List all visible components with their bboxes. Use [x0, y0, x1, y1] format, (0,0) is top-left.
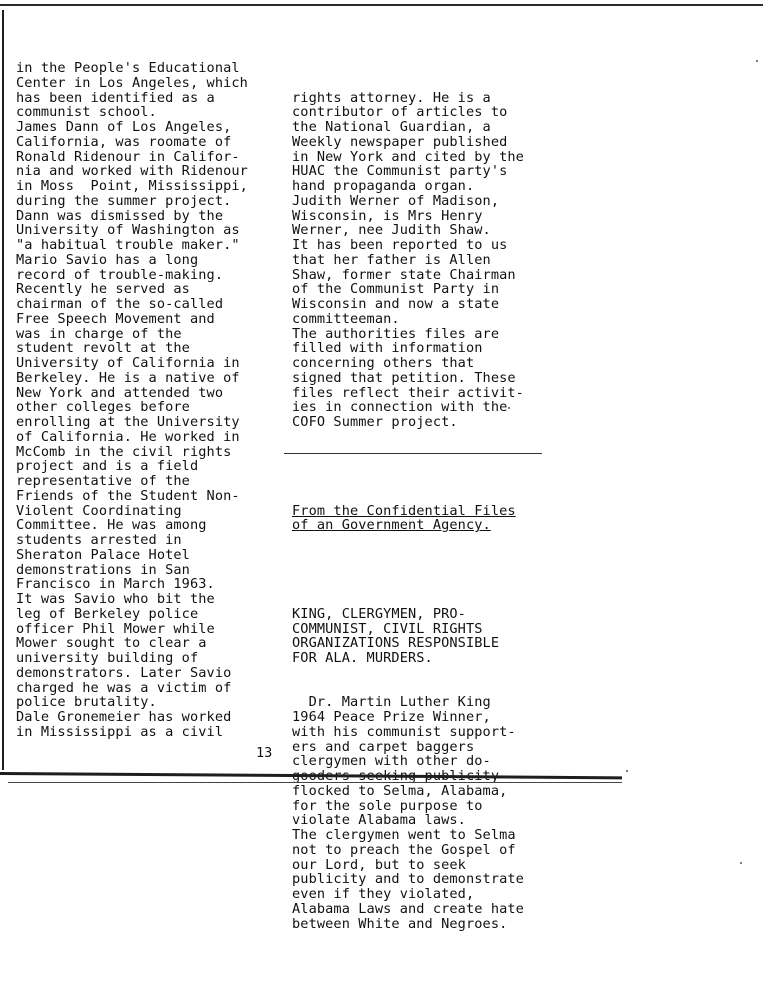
text-line: flocked to Selma, Alabama, — [292, 782, 508, 799]
text-line: student revolt at the — [16, 340, 190, 357]
scan-speck — [756, 60, 758, 62]
text-line: Free Speech Movement and — [16, 310, 215, 327]
paragraph-gap — [292, 459, 552, 474]
text-line: demonstrations in San — [16, 561, 190, 578]
text-line: Recently he served as — [16, 281, 190, 298]
text-line: It was Savio who bit the — [16, 591, 215, 607]
text-line: University of California in — [16, 355, 240, 371]
text-line: Friends of the Student Non- — [16, 487, 240, 504]
text-line: students arrested in — [16, 532, 182, 548]
text-line: charged he was a victim of — [16, 679, 232, 696]
text-line: demonstrators. Later Savio — [16, 664, 232, 681]
text-line: California, was roomate of — [16, 133, 232, 150]
text-line: Dale Gronemeier has worked — [16, 709, 232, 725]
text-line: publicity and to demonstrate — [292, 871, 524, 888]
text-line: of an Government Agency. — [292, 517, 491, 534]
text-line: "a habitual trouble maker." — [16, 237, 240, 253]
text-line: nia and worked with Ridenour — [16, 163, 248, 180]
text-line: Mario Savio has a long — [16, 251, 199, 268]
text-line: Weekly newspaper published — [292, 133, 508, 150]
text-line: hand propaganda organ. — [292, 178, 475, 194]
text-line: FOR ALA. MURDERS. — [292, 650, 433, 666]
text-line: has been identified as a — [16, 89, 215, 106]
text-line: 1964 Peace Prize Winner, — [292, 709, 491, 725]
text-line: New York and attended two — [16, 384, 224, 401]
text-line: James Dann of Los Angeles, — [16, 119, 232, 135]
text-line: chairman of the so-called — [16, 296, 224, 312]
text-line: Werner, nee Judith Shaw. — [292, 222, 491, 239]
text-line: during the summer project. — [16, 192, 232, 209]
text-line: of the Communist Party in — [292, 281, 500, 298]
text-line: in Mississippi as a civil — [16, 723, 224, 740]
text-line: HUAC the Communist party's — [292, 163, 508, 180]
text-line: rights attorney. He is a — [292, 89, 491, 106]
text-line: project and is a field — [16, 458, 199, 475]
text-line: that her father is Allen — [292, 251, 491, 268]
text-line: for the sole purpose to — [292, 797, 483, 814]
text-line: Wisconsin, is Mrs Henry — [292, 207, 483, 224]
text-line: other colleges before — [16, 399, 190, 416]
text-line: Mower sought to clear a — [16, 635, 207, 652]
text-line: McComb in the civil rights — [16, 443, 232, 460]
text-line: communist school. — [16, 104, 157, 121]
text-line: The authorities files are — [292, 325, 500, 342]
text-line: enrolling at the University — [16, 414, 240, 430]
right-column — [292, 61, 552, 946]
text-line: in New York and cited by the — [292, 148, 524, 165]
page-number: 13 — [256, 745, 273, 761]
text-line: not to preach the Gospel of — [292, 841, 516, 858]
text-line: Shaw, former state Chairman — [292, 266, 516, 283]
text-line: the National Guardian, a — [292, 119, 491, 135]
article-separator-rule — [284, 453, 542, 454]
text-line: in Moss Point, Mississippi, — [16, 178, 248, 194]
text-line: between White and Negroes. — [292, 915, 508, 932]
text-line: Dr. Martin Luther King — [292, 694, 491, 711]
scan-speck — [740, 862, 742, 864]
text-line: ies in connection with the — [292, 399, 508, 416]
source-attribution — [292, 504, 552, 534]
text-line: police brutality. — [16, 694, 157, 711]
paragraph-gap — [292, 563, 552, 578]
text-line: COFO Summer project. — [292, 414, 458, 430]
left-column — [16, 61, 281, 740]
text-line: Center in Los Angeles, which — [16, 74, 248, 91]
text-line: Violent Coordinating — [16, 502, 182, 519]
text-line: in the People's Educational — [16, 60, 240, 76]
text-line: Francisco in March 1963. — [16, 576, 215, 593]
text-line: signed that petition. These — [292, 369, 516, 386]
left-margin-line — [2, 10, 4, 770]
text-line: COMMUNIST, CIVIL RIGHTS — [292, 620, 483, 637]
text-line: violate Alabama laws. — [292, 812, 466, 829]
text-line: filled with information — [292, 340, 483, 357]
scan-speck — [508, 407, 510, 409]
text-line: officer Phil Mower while — [16, 620, 215, 637]
text-line: Ronald Ridenour in Califor- — [16, 148, 240, 165]
text-line: From the Confidential Files — [292, 502, 516, 519]
text-line: university building of — [16, 650, 199, 666]
text-line: contributor of articles to — [292, 104, 508, 121]
text-line: representative of the — [16, 473, 190, 489]
text-line: ORGANIZATIONS RESPONSIBLE — [292, 635, 500, 652]
text-line: It has been reported to us — [292, 237, 508, 253]
article-body — [292, 695, 552, 931]
scan-speck — [626, 770, 628, 772]
text-line: KING, CLERGYMEN, PRO- — [292, 605, 466, 622]
text-line: with his communist support- — [292, 723, 516, 740]
scan-top-edge — [0, 0, 763, 6]
text-line: Wisconsin and now a state — [292, 296, 500, 312]
text-line: University of Washington as — [16, 222, 240, 239]
text-line: concerning others that — [292, 355, 475, 371]
text-line: committeeman. — [292, 310, 400, 327]
text-line: Committee. He was among — [16, 517, 207, 534]
text-line: our Lord, but to seek — [292, 856, 466, 873]
text-line: was in charge of the — [16, 325, 182, 342]
text-line: Sheraton Palace Hotel — [16, 546, 190, 563]
text-line: clergymen with other do- — [292, 753, 491, 770]
text-line: ers and carpet baggers — [292, 738, 475, 755]
text-line: Berkeley. He is a native of — [16, 369, 240, 386]
text-line: record of trouble-making. — [16, 266, 224, 283]
right-column-top-text — [292, 91, 552, 430]
text-line: leg of Berkeley police — [16, 605, 199, 622]
text-line: Alabama Laws and create hate — [292, 900, 524, 917]
text-line: Dann was dismissed by the — [16, 207, 224, 224]
text-line: Judith Werner of Madison, — [292, 192, 500, 209]
text-line: The clergymen went to Selma — [292, 827, 516, 843]
text-line: of California. He worked in — [16, 428, 240, 445]
article-headline — [292, 607, 552, 666]
text-line: files reflect their activit- — [292, 384, 524, 401]
text-line: even if they violated, — [292, 886, 475, 902]
bottom-rule-thin — [8, 782, 622, 783]
